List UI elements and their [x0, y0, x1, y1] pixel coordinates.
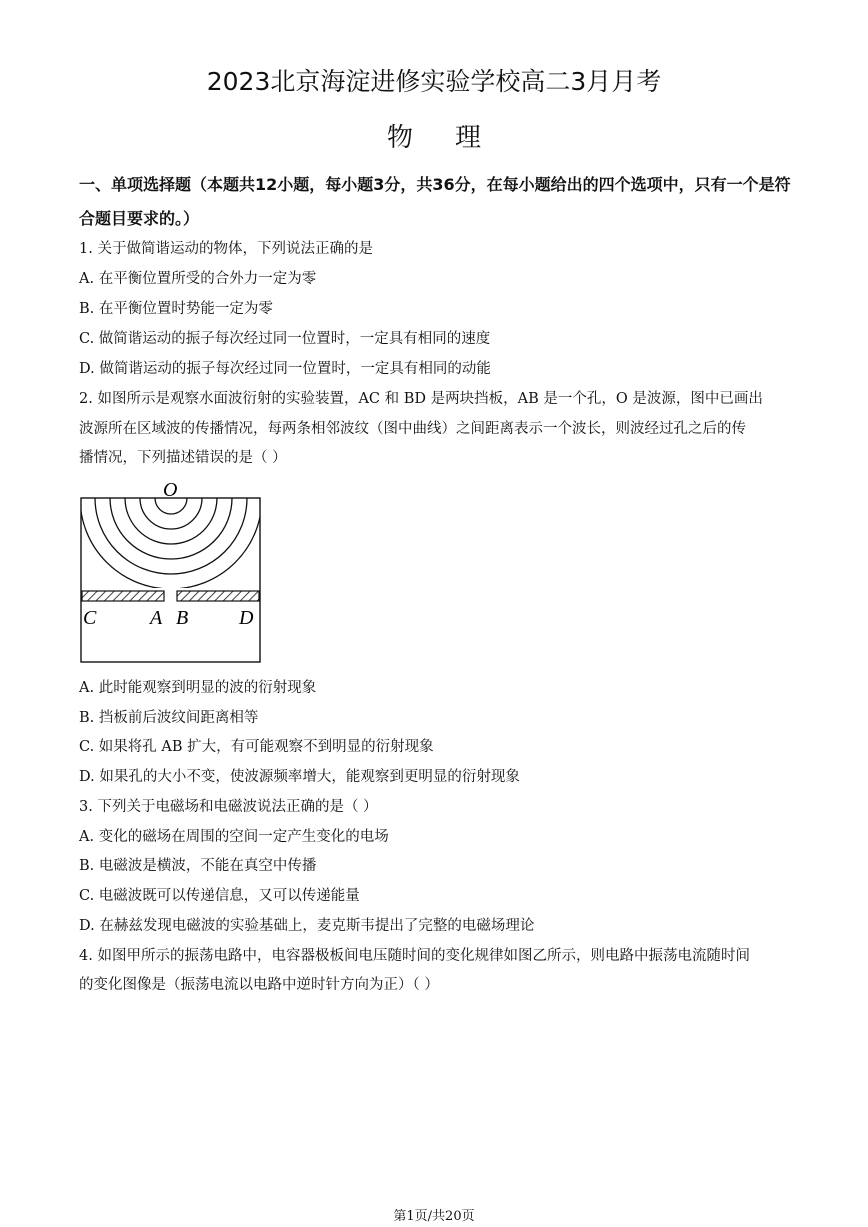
q2-option-b: B. 挡板前后波纹间距离相等 — [79, 710, 259, 726]
wave-diffraction-figure — [78, 474, 264, 666]
subject-title: 物理 — [386, 123, 523, 153]
label-c: C — [83, 607, 97, 629]
label-o: O — [163, 479, 178, 501]
q3-option-d: D. 在赫兹发现电磁波的实验基础上，麦克斯韦提出了完整的电磁场理论 — [79, 918, 535, 934]
exam-title: 2023北京海淀进修实验学校高二3月月考 — [206, 67, 662, 96]
q1-option-a: A. 在平衡位置所受的合外力一定为零 — [79, 271, 317, 287]
q3-option-c: C. 电磁波既可以传递信息，又可以传递能量 — [79, 888, 360, 904]
q2-option-a: A. 此时能观察到明显的波的衍射现象 — [79, 680, 317, 696]
q4-stem-line2: 的变化图像是（振荡电流以电路中逆时针方向为正）（ ） — [79, 977, 439, 993]
barrier-ac — [82, 591, 164, 601]
q3-option-a: A. 变化的磁场在周围的空间一定产生变化的电场 — [79, 829, 389, 845]
q2-option-c: C. 如果将孔 AB 扩大，有可能观察不到明显的衍射现象 — [79, 739, 434, 755]
page-number: 第1页/共20页 — [393, 1209, 475, 1224]
q3-option-b: B. 电磁波是横波，不能在真空中传播 — [79, 858, 317, 874]
q4-stem-line1: 4. 如图甲所示的振荡电路中，电容器极板间电压随时间的变化规律如图乙所示，则电路中振荡电流随时间 — [79, 948, 750, 964]
q1-option-d: D. 做简谐运动的振子每次经过同一位置时，一定具有相同的动能 — [79, 361, 491, 377]
q1-stem: 1. 关于做简谐运动的物体，下列说法正确的是 — [79, 241, 373, 257]
q1-option-c: C. 做简谐运动的振子每次经过同一位置时，一定具有相同的速度 — [79, 331, 491, 347]
tank-frame — [81, 498, 260, 662]
q3-stem: 3. 下列关于电磁场和电磁波说法正确的是（ ） — [79, 799, 378, 815]
q2-stem-line2: 波源所在区域波的传播情况，每两条相邻波纹（图中曲线）之间距离表示一个波长，则波经过孔之后的传 — [79, 421, 746, 437]
q1-option-b: B. 在平衡位置时势能一定为零 — [79, 301, 273, 317]
label-a: A — [150, 607, 163, 629]
label-b: B — [176, 607, 189, 629]
q2-stem-line3: 播情况，下列描述错误的是（ ） — [79, 450, 287, 466]
q2-option-d: D. 如果孔的大小不变，使波源频率增大，能观察到更明显的衍射现象 — [79, 769, 520, 785]
label-d: D — [239, 607, 254, 629]
q2-stem-line1: 2. 如图所示是观察水面波衍射的实验装置，AC 和 BD 是两块挡板，AB 是一个孔，O 是波源，图中已画出 — [79, 391, 763, 407]
section-heading: 一、单项选择题（本题共12小题，每小题3分，共36分，在每小题给出的四个选项中，只有一个是符合题目要求的。） — [79, 175, 791, 228]
barrier-bd — [177, 591, 259, 601]
